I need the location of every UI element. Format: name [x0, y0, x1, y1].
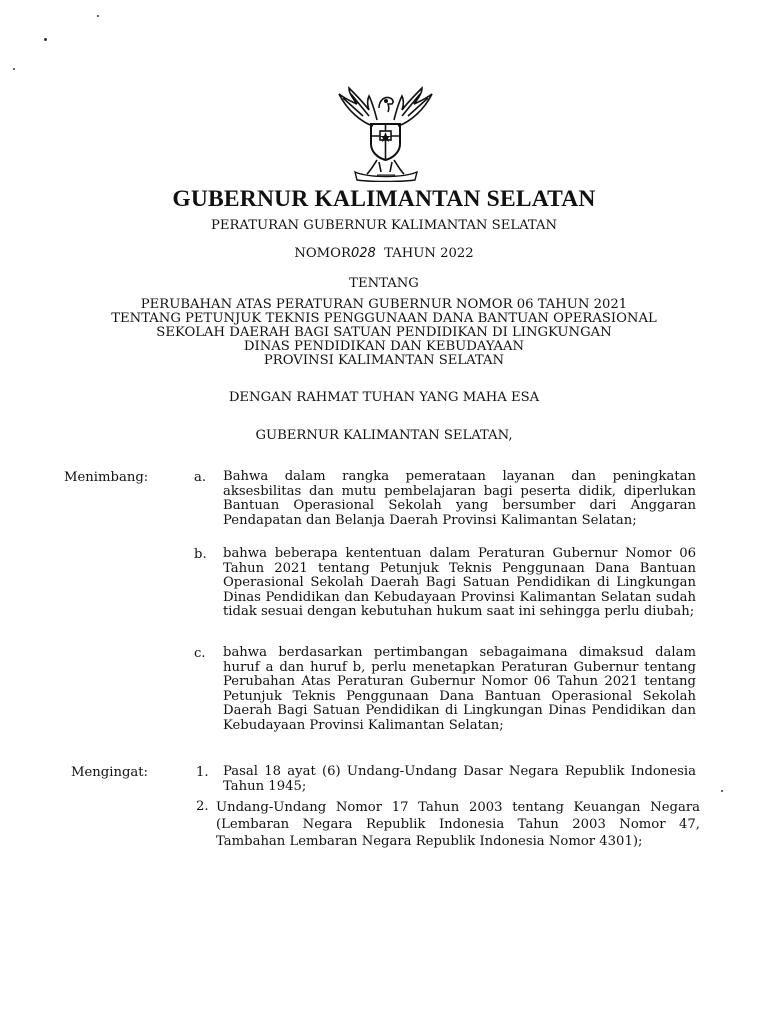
garuda-emblem-icon — [333, 86, 438, 182]
document-title: GUBERNUR KALIMANTAN SELATAN — [172, 186, 596, 212]
number-prefix: NOMOR — [294, 246, 351, 261]
regulation-type: PERATURAN GUBERNUR KALIMANTAN SELATAN — [210, 218, 558, 233]
menimbang-item-b: bahwa beberapa kententuan dalam Peraturan Gubernur Nomor 06 Tahun 2021 tentang Petunjuk Teknis Penggunaan Dana Bantuan Operasional Sekolah Daerah Bagi Satuan Pendidikan di Lingkungan Dinas Pendidikan dan Kebudayaan Provinsi Kalimantan Selatan sudah tidak sesuai dengan kebutuhan hukum saat ini sehingga perlu diubah; — [223, 546, 696, 620]
subject-line: DINAS PENDIDIKAN DAN KEBUDAYAAN — [243, 339, 525, 354]
menimbang-item-a: Bahwa dalam rangka pemerataan layanan dan peningkatan aksesbilitas dan mutu pembelajaran bagi peserta didik, diperlukan Bantuan Operasional Sekolah yang bersumber dari Anggaran Pendapatan dan Belanja Daerah Provinsi Kalimantan Selatan; — [223, 469, 696, 528]
tentang-heading: TENTANG — [349, 276, 419, 291]
number-year: TAHUN 2022 — [384, 246, 474, 261]
scan-speck — [721, 790, 723, 792]
item-marker: 2. — [196, 799, 209, 814]
subject-line: TENTANG PETUNJUK TEKNIS PENGGUNAAN DANA BANTUAN OPERASIONAL — [111, 311, 657, 326]
mengingat-label: Mengingat: — [71, 765, 149, 780]
regulation-number — [0, 246, 768, 261]
mengingat-item-2: Undang-Undang Nomor 17 Tahun 2003 tentang Keuangan Negara (Lembaran Negara Republik Indonesia Tahun 2003 Nomor 47, Tambahan Lembaran Negara Republik Indonesia Nomor 4301); — [216, 800, 700, 849]
invocation: DENGAN RAHMAT TUHAN YANG MAHA ESA — [228, 390, 540, 405]
item-marker: b. — [194, 547, 207, 562]
subject-line: PERUBAHAN ATAS PERATURAN GUBERNUR NOMOR 06 TAHUN 2021 — [140, 297, 628, 312]
regulation-subject — [0, 298, 768, 368]
handwritten-number: 028 — [350, 246, 376, 261]
item-marker: c. — [194, 646, 206, 661]
menimbang-item-c: bahwa berdasarkan pertimbangan sebagaimana dimaksud dalam huruf a dan huruf b, perlu menetapkan Peraturan Gubernur tentang Perubahan Atas Peraturan Gubernur Nomor 06 Tahun 2021 tentang Petunjuk Teknis Penggunaan Dana Bantuan Operasional Sekolah Daerah Bagi Satuan Pendidikan di Lingkungan Dinas Pendidikan dan Kebudayaan Provinsi Kalimantan Selatan; — [223, 645, 696, 733]
scan-speck — [97, 15, 99, 17]
subject-line: SEKOLAH DAERAH BAGI SATUAN PENDIDIKAN DI LINGKUNGAN — [156, 325, 612, 340]
scan-speck — [44, 38, 47, 41]
scan-speck — [13, 68, 15, 70]
item-marker: a. — [194, 470, 207, 485]
issuer: GUBERNUR KALIMANTAN SELATAN, — [255, 428, 513, 443]
subject-line: PROVINSI KALIMANTAN SELATAN — [263, 353, 505, 368]
menimbang-label: Menimbang: — [64, 470, 149, 485]
item-marker: 1. — [196, 765, 209, 780]
mengingat-item-1: Pasal 18 ayat (6) Undang-Undang Dasar Negara Republik Indonesia Tahun 1945; — [223, 764, 696, 794]
